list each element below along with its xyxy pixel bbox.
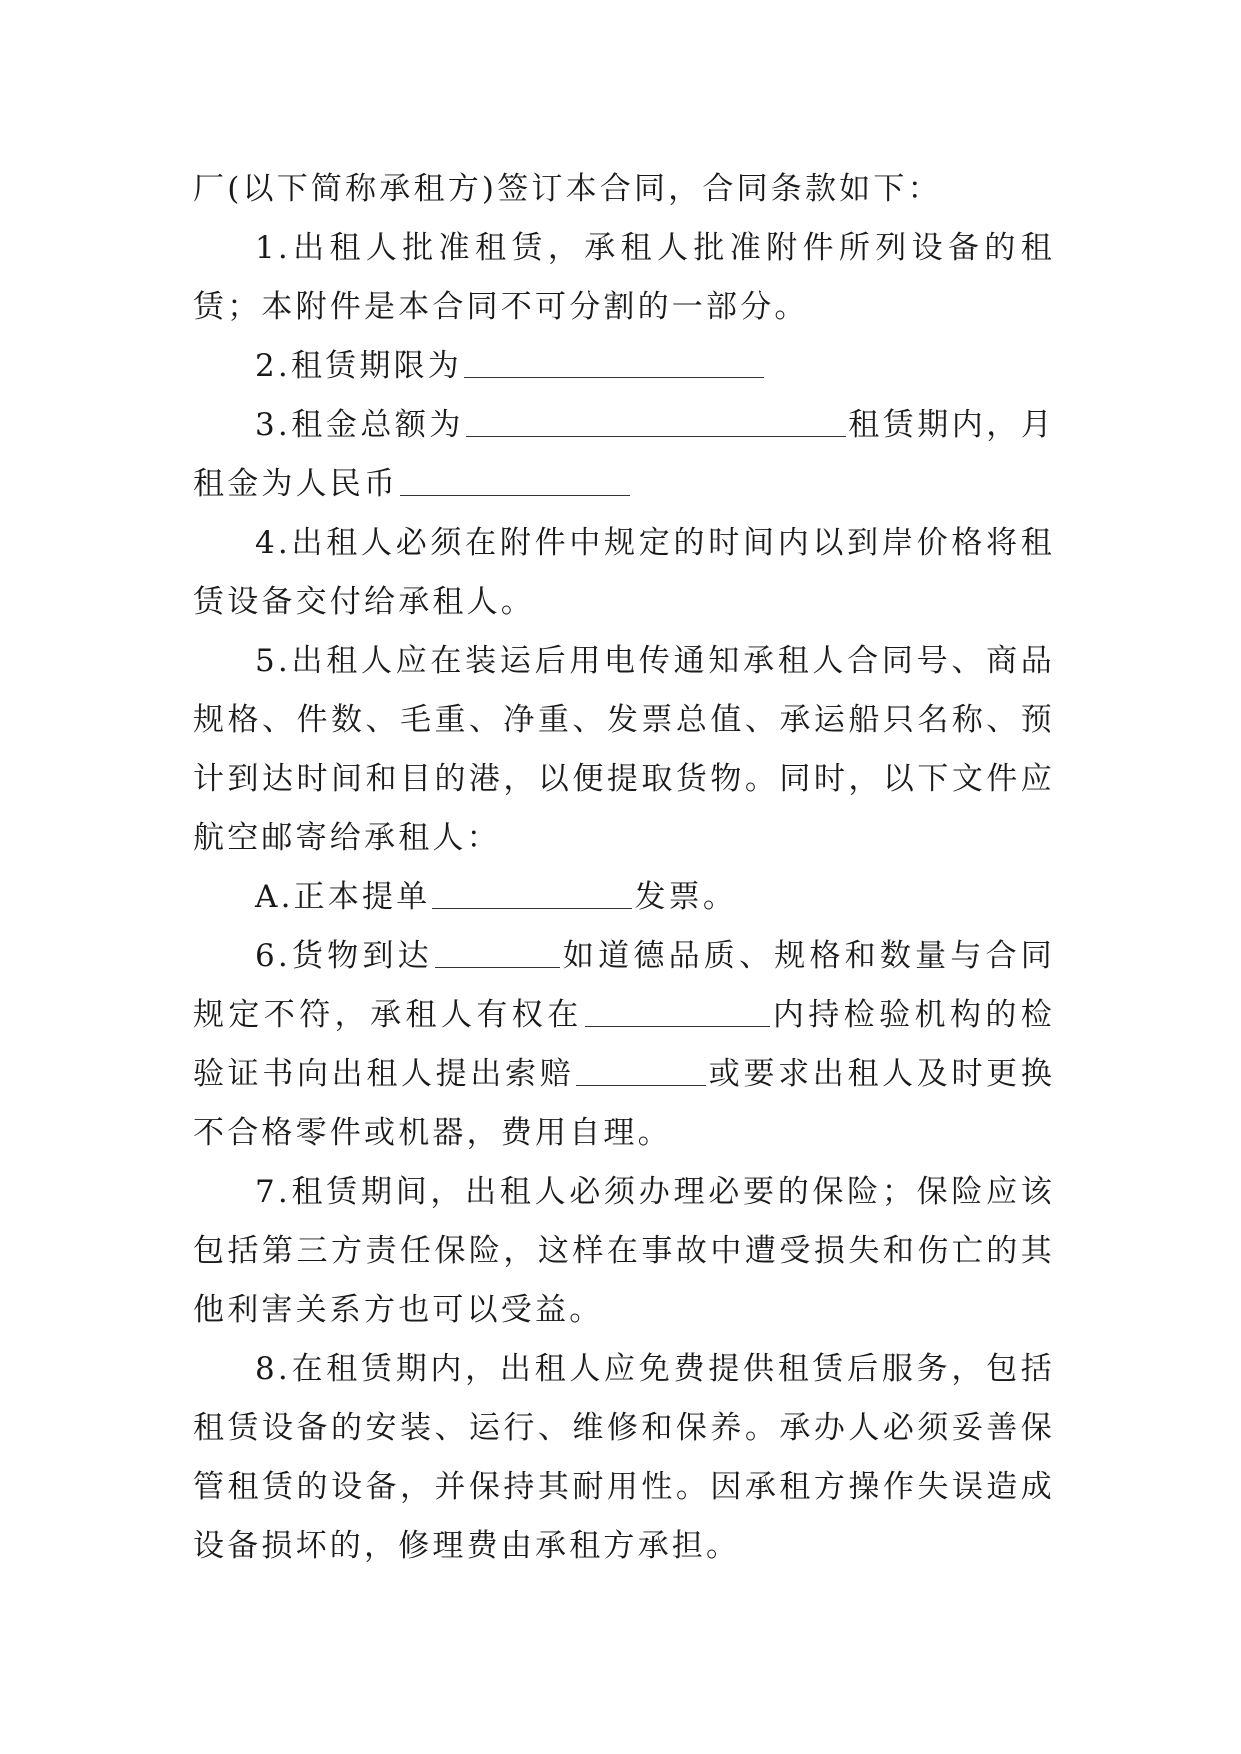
clause-4 xyxy=(193,514,1055,632)
contract-body xyxy=(193,160,1055,1576)
clause-6-part-b: 如道德品质、规格和数量与合同规定不符，承租人有权在 xyxy=(193,938,1055,1033)
clause-1 xyxy=(193,219,1055,337)
clause-8-text: 8.在租赁期内，出租人应免费提供租赁后服务，包括租赁设备的安装、运行、维修和保养。承办人必须妥善保管租赁的设备，并保持其耐用性。因承租方操作失误造成设备损坏的，修理费由承租方承担。 xyxy=(193,1351,1055,1564)
clause-5-text: 5.出租人应在装运后用电传通知承租人合同号、商品规格、件数、毛重、净重、发票总值、承运船只名称、预计到达时间和目的港，以便提取货物。同时，以下文件应航空邮寄给承租人： xyxy=(193,643,1055,856)
claim-period-blank[interactable] xyxy=(585,996,770,1027)
claim-blank[interactable] xyxy=(576,1055,706,1086)
intro-paragraph xyxy=(193,160,1055,219)
clause-5 xyxy=(193,632,1055,868)
clause-2-label: 2.租赁期限为 xyxy=(255,348,462,384)
clause-4-text: 4.出租人必须在附件中规定的时间内以到岸价格将租赁设备交付给承租人。 xyxy=(193,525,1055,620)
clause-3-mid: 租赁期内，月租金为人民币 xyxy=(193,407,1055,502)
clause-6-part-a: 6.货物到达 xyxy=(255,938,433,974)
clause-7 xyxy=(193,1163,1055,1340)
clause-6 xyxy=(193,927,1055,1163)
clause-2 xyxy=(193,337,1055,396)
clause-3 xyxy=(193,396,1055,514)
clause-a-tail: 发票。 xyxy=(634,879,738,915)
clause-3-label: 3.租金总额为 xyxy=(255,407,464,443)
intro-text: 厂(以下简称承租方)签订本合同，合同条款如下： xyxy=(193,171,942,207)
clause-a-label: A.正本提单 xyxy=(255,879,431,915)
clause-1-text: 1.出租人批准租赁，承租人批准附件所列设备的租赁；本附件是本合同不可分割的一部分。 xyxy=(193,230,1055,325)
clause-8 xyxy=(193,1340,1055,1576)
bill-of-lading-blank[interactable] xyxy=(432,878,632,909)
clause-7-text: 7.租赁期间，出租人必须办理必要的保险；保险应该包括第三方责任保险，这样在事故中遭受损失和伤亡的其他利害关系方也可以受益。 xyxy=(193,1174,1055,1328)
arrival-blank[interactable] xyxy=(435,937,560,968)
clause-a xyxy=(193,868,1055,927)
total-rent-blank[interactable] xyxy=(466,406,846,437)
clause-6-part-c: 内持检验机构的检验证书向出租人提出索赔 xyxy=(193,997,1055,1092)
clause-6-part-d: 或要求出租人及时更换不合格零件或机器，费用自理。 xyxy=(193,1056,1056,1151)
monthly-rent-blank[interactable] xyxy=(400,465,630,496)
lease-term-blank[interactable] xyxy=(464,347,764,378)
